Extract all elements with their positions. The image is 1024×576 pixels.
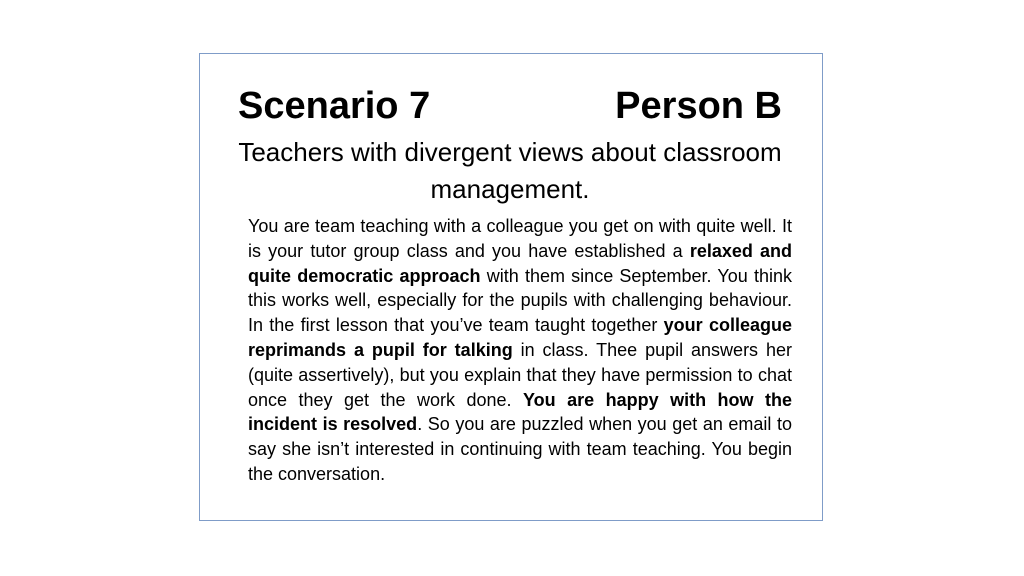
person-title: Person B (615, 85, 782, 127)
description-segment: in class. Thee pupil answers her (quite assertively), but you explain that they have permission to chat once they get the work done. (248, 339, 792, 410)
scenario-title: Scenario 7 (238, 85, 431, 127)
description-emphasis: your colleague reprimands a pupil for talking (248, 315, 792, 360)
scenario-subtitle: Teachers with divergent views about classroom management. (238, 137, 782, 204)
heading-row (238, 82, 786, 130)
description-segment: . So you are puzzled when you get an email to say she isn’t interested in continuing with team teaching. You begin the conversation. (248, 414, 793, 484)
description-segment: with them since September. You think this works well, especially for the pupils with challenging behaviour. In the first lesson that you’ve team taught together (248, 265, 792, 336)
scenario-card (199, 53, 823, 521)
description-emphasis: You are happy with how the incident is resolved (248, 389, 792, 435)
description-emphasis: relaxed and quite democratic approach (248, 240, 793, 286)
scenario-description (248, 214, 792, 487)
description-segment: You are team teaching with a colleague you get on with quite well. It is your tutor group class and you have established a (248, 216, 792, 261)
